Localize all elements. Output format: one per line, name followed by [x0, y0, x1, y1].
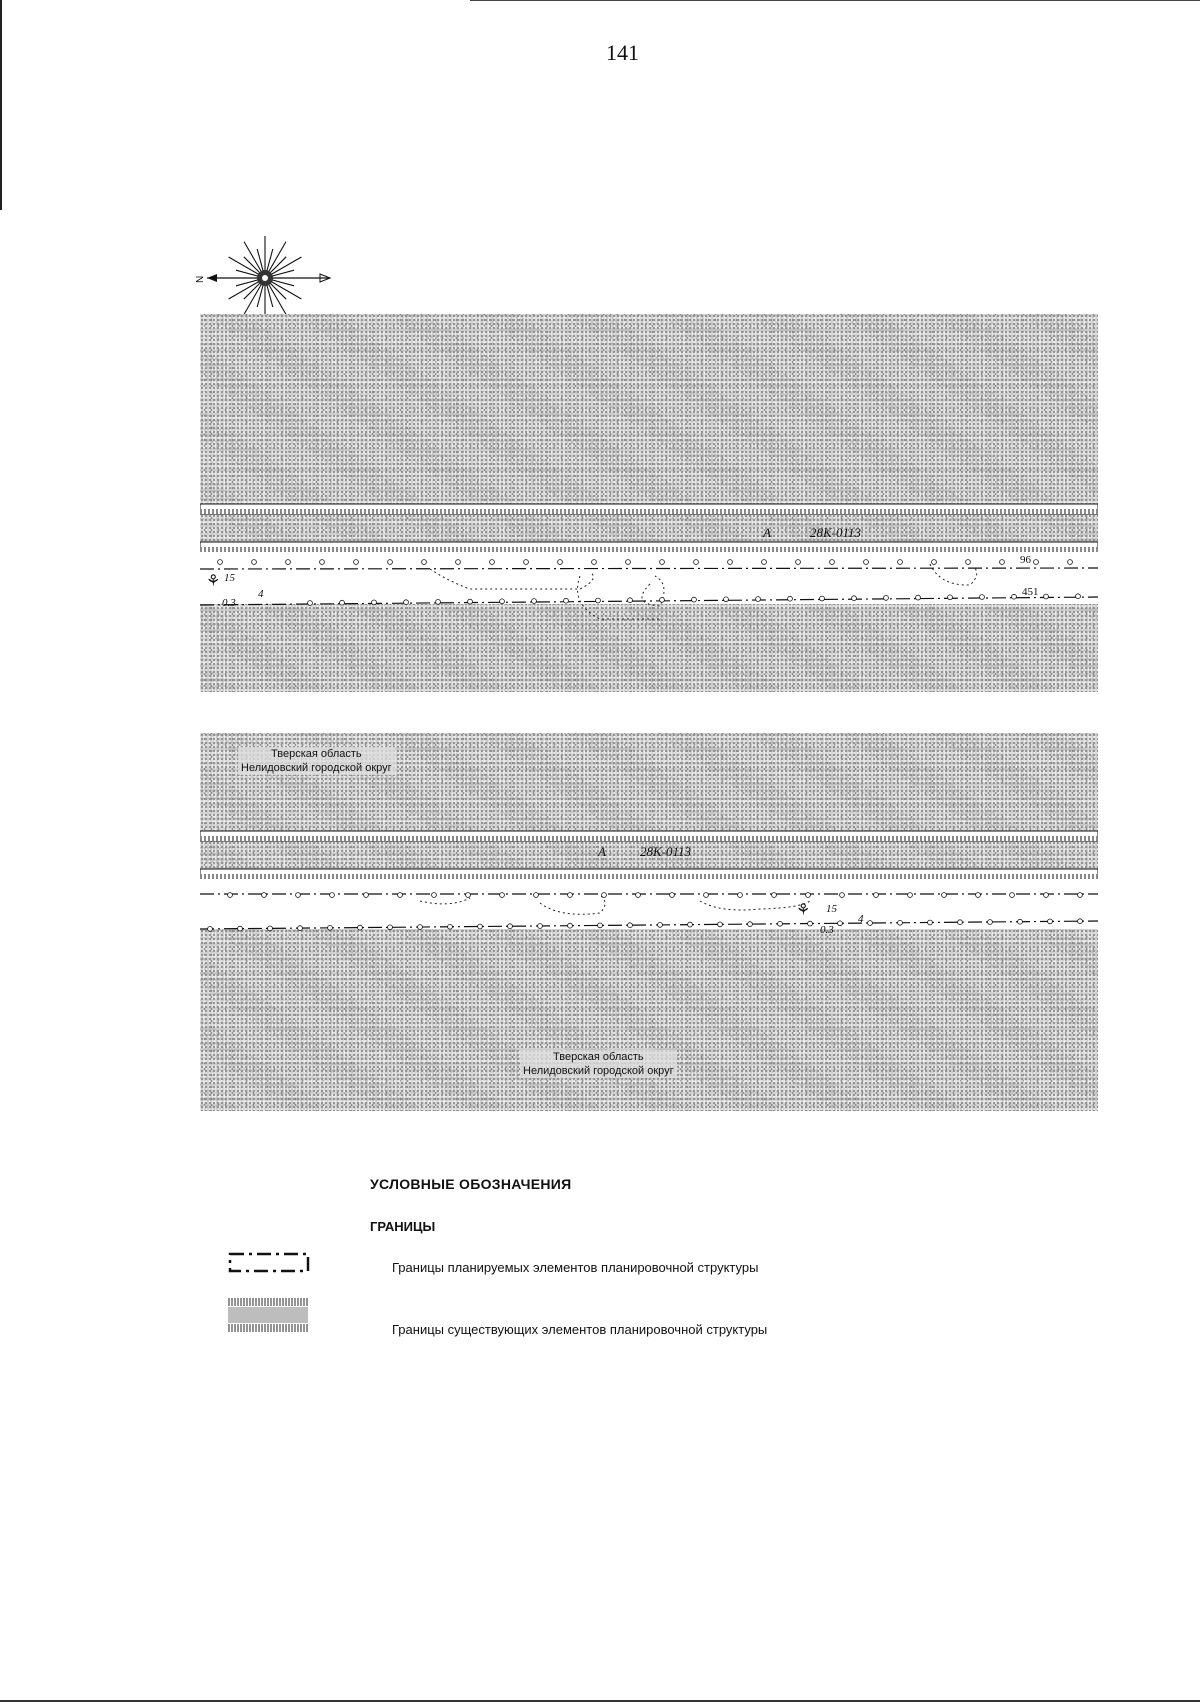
utility-pole-icon: [1012, 594, 1017, 599]
utility-pole-icon: [628, 598, 633, 603]
utility-pole-icon: [524, 560, 529, 565]
utility-pole-icon: [1018, 919, 1023, 924]
utility-pole-icon: [456, 560, 461, 565]
utility-pole-icon: [448, 924, 453, 929]
utility-pole-icon: [208, 927, 213, 932]
district-name: Нелидовский городской округ: [523, 1065, 674, 1077]
sign-top-value: 15: [826, 903, 837, 915]
utility-pole-icon: [884, 596, 889, 601]
utility-pole-icon: [728, 560, 733, 565]
utility-pole-icon: [808, 921, 813, 926]
utility-pole-icon: [864, 560, 869, 565]
hatched-band-icon: [228, 1297, 312, 1335]
utility-pole-icon: [788, 596, 793, 601]
utility-pole-icon: [692, 597, 697, 602]
utility-pole-icon: [262, 893, 267, 898]
utility-pole-icon: [1034, 560, 1039, 565]
utility-pole-icon: [748, 922, 753, 927]
utility-pole-icon: [602, 893, 607, 898]
utility-pole-icon: [898, 560, 903, 565]
utility-pole-icon: [398, 893, 403, 898]
utility-pole-icon: [738, 893, 743, 898]
utility-pole-icon: [268, 926, 273, 931]
utility-pole-icon: [820, 596, 825, 601]
region-label-bottom: [520, 1050, 677, 1078]
utility-pole-icon: [508, 924, 513, 929]
utility-pole-icon: [852, 596, 857, 601]
road-class-label: А: [598, 844, 606, 859]
utility-pole-icon: [364, 893, 369, 898]
utility-pole-icon: [286, 560, 291, 565]
region-name: Тверская область: [553, 1051, 644, 1063]
utility-pole-icon: [354, 560, 359, 565]
utility-pole-icon: [330, 893, 335, 898]
utility-pole-icon: [252, 560, 257, 565]
utility-pole-icon: [830, 560, 835, 565]
utility-pole-icon: [238, 926, 243, 931]
utility-pole-icon: [796, 560, 801, 565]
utility-pole-icon: [340, 600, 345, 605]
tree-sign-icon: ⚘: [796, 902, 811, 919]
legend-heading: УСЛОВНЫЕ ОБОЗНАЧЕНИЯ: [370, 1176, 572, 1192]
map-fragment-top: [200, 314, 1098, 692]
utility-pole-icon: [772, 893, 777, 898]
utility-pole-icon: [538, 924, 543, 929]
utility-pole-icon: [928, 920, 933, 925]
utility-pole-icon: [966, 560, 971, 565]
sign-bottom-value: 0.3: [820, 924, 834, 936]
utility-pole-icon: [298, 926, 303, 931]
utility-pole-icon: [932, 560, 937, 565]
utility-pole-icon: [908, 893, 913, 898]
utility-pole-icon: [358, 925, 363, 930]
utility-pole-icon: [636, 893, 641, 898]
utility-pole-icon: [388, 560, 393, 565]
dash-dot-rectangle-icon: [228, 1251, 312, 1275]
utility-pole-icon: [868, 921, 873, 926]
utility-pole-icon: [958, 920, 963, 925]
legend-item-existing: Границы существующих элементов планировочной структуры: [392, 1322, 768, 1337]
map-top-drawing: [200, 314, 1098, 692]
bottom-edge-rule: [0, 1700, 1200, 1702]
utility-pole-icon: [1078, 919, 1083, 924]
utility-pole-icon: [568, 923, 573, 928]
road-class-label: А: [763, 525, 771, 540]
utility-pole-icon: [980, 595, 985, 600]
utility-pole-icon: [218, 560, 223, 565]
utility-pole-icon: [422, 560, 427, 565]
utility-pole-icon: [372, 600, 377, 605]
utility-pole-icon: [478, 924, 483, 929]
sign-side-value: 4: [258, 588, 264, 600]
utility-pole-icon: [418, 925, 423, 930]
label-451: 451: [1022, 586, 1039, 598]
utility-pole-icon: [598, 923, 603, 928]
utility-pole-icon: [660, 560, 665, 565]
utility-pole-icon: [658, 923, 663, 928]
utility-pole-icon: [874, 893, 879, 898]
utility-pole-icon: [628, 923, 633, 928]
utility-pole-icon: [898, 920, 903, 925]
utility-pole-icon: [806, 893, 811, 898]
utility-pole-icon: [718, 922, 723, 927]
utility-pole-icon: [1076, 594, 1081, 599]
utility-pole-icon: [704, 893, 709, 898]
utility-pole-icon: [756, 597, 761, 602]
utility-pole-icon: [592, 560, 597, 565]
utility-pole-icon: [762, 560, 767, 565]
utility-pole-icon: [534, 893, 539, 898]
left-edge-rule: [0, 0, 2, 210]
compass-rose-icon: [195, 228, 340, 328]
tree-sign-icon: ⚘: [206, 573, 221, 590]
utility-pole-icon: [1068, 560, 1073, 565]
utility-pole-icon: [660, 598, 665, 603]
sign-bottom-value: 0.3: [222, 597, 236, 609]
utility-pole-icon: [596, 598, 601, 603]
utility-pole-icon: [558, 560, 563, 565]
top-edge-rule: [470, 0, 1200, 1]
utility-pole-icon: [432, 893, 437, 898]
road-code-label: 28К-0113: [640, 844, 691, 859]
utility-pole-icon: [1044, 893, 1049, 898]
utility-pole-icon: [500, 599, 505, 604]
utility-pole-icon: [1044, 594, 1049, 599]
map-fragment-bottom: [200, 733, 1098, 1111]
utility-pole-icon: [778, 921, 783, 926]
utility-pole-icon: [1010, 893, 1015, 898]
utility-pole-icon: [532, 599, 537, 604]
utility-pole-icon: [724, 597, 729, 602]
utility-pole-icon: [1048, 919, 1053, 924]
region-name: Тверская область: [271, 748, 362, 760]
page-number: 141: [606, 40, 639, 65]
utility-pole-icon: [948, 595, 953, 600]
utility-pole-icon: [228, 893, 233, 898]
utility-pole-icon: [626, 560, 631, 565]
utility-pole-icon: [670, 893, 675, 898]
utility-pole-icon: [490, 560, 495, 565]
sign-side-value: 4: [858, 913, 864, 925]
utility-pole-icon: [296, 893, 301, 898]
utility-pole-icon: [688, 922, 693, 927]
utility-pole-icon: [988, 920, 993, 925]
utility-pole-icon: [976, 893, 981, 898]
legend-subheading: ГРАНИЦЫ: [370, 1219, 436, 1234]
road-code-label: 28К-0113: [810, 525, 861, 540]
utility-pole-icon: [564, 598, 569, 603]
north-label: N: [195, 275, 206, 283]
utility-pole-icon: [916, 595, 921, 600]
utility-pole-icon: [388, 925, 393, 930]
region-label-top: [238, 747, 395, 775]
utility-pole-icon: [466, 893, 471, 898]
utility-pole-icon: [1000, 560, 1005, 565]
utility-pole-icon: [468, 599, 473, 604]
utility-pole-icon: [328, 925, 333, 930]
sign-top-value: 15: [224, 572, 235, 584]
utility-pole-icon: [1078, 893, 1083, 898]
label-96: 96: [1020, 554, 1031, 566]
district-name: Нелидовский городской округ: [241, 762, 392, 774]
utility-pole-icon: [568, 893, 573, 898]
utility-pole-icon: [500, 893, 505, 898]
utility-pole-icon: [308, 601, 313, 606]
utility-pole-icon: [404, 600, 409, 605]
utility-pole-icon: [942, 893, 947, 898]
utility-pole-icon: [840, 893, 845, 898]
utility-pole-icon: [694, 560, 699, 565]
utility-pole-icon: [320, 560, 325, 565]
utility-pole-icon: [838, 921, 843, 926]
legend-item-planned: Границы планируемых элементов планировочной структуры: [392, 1260, 759, 1275]
utility-pole-icon: [436, 600, 441, 605]
